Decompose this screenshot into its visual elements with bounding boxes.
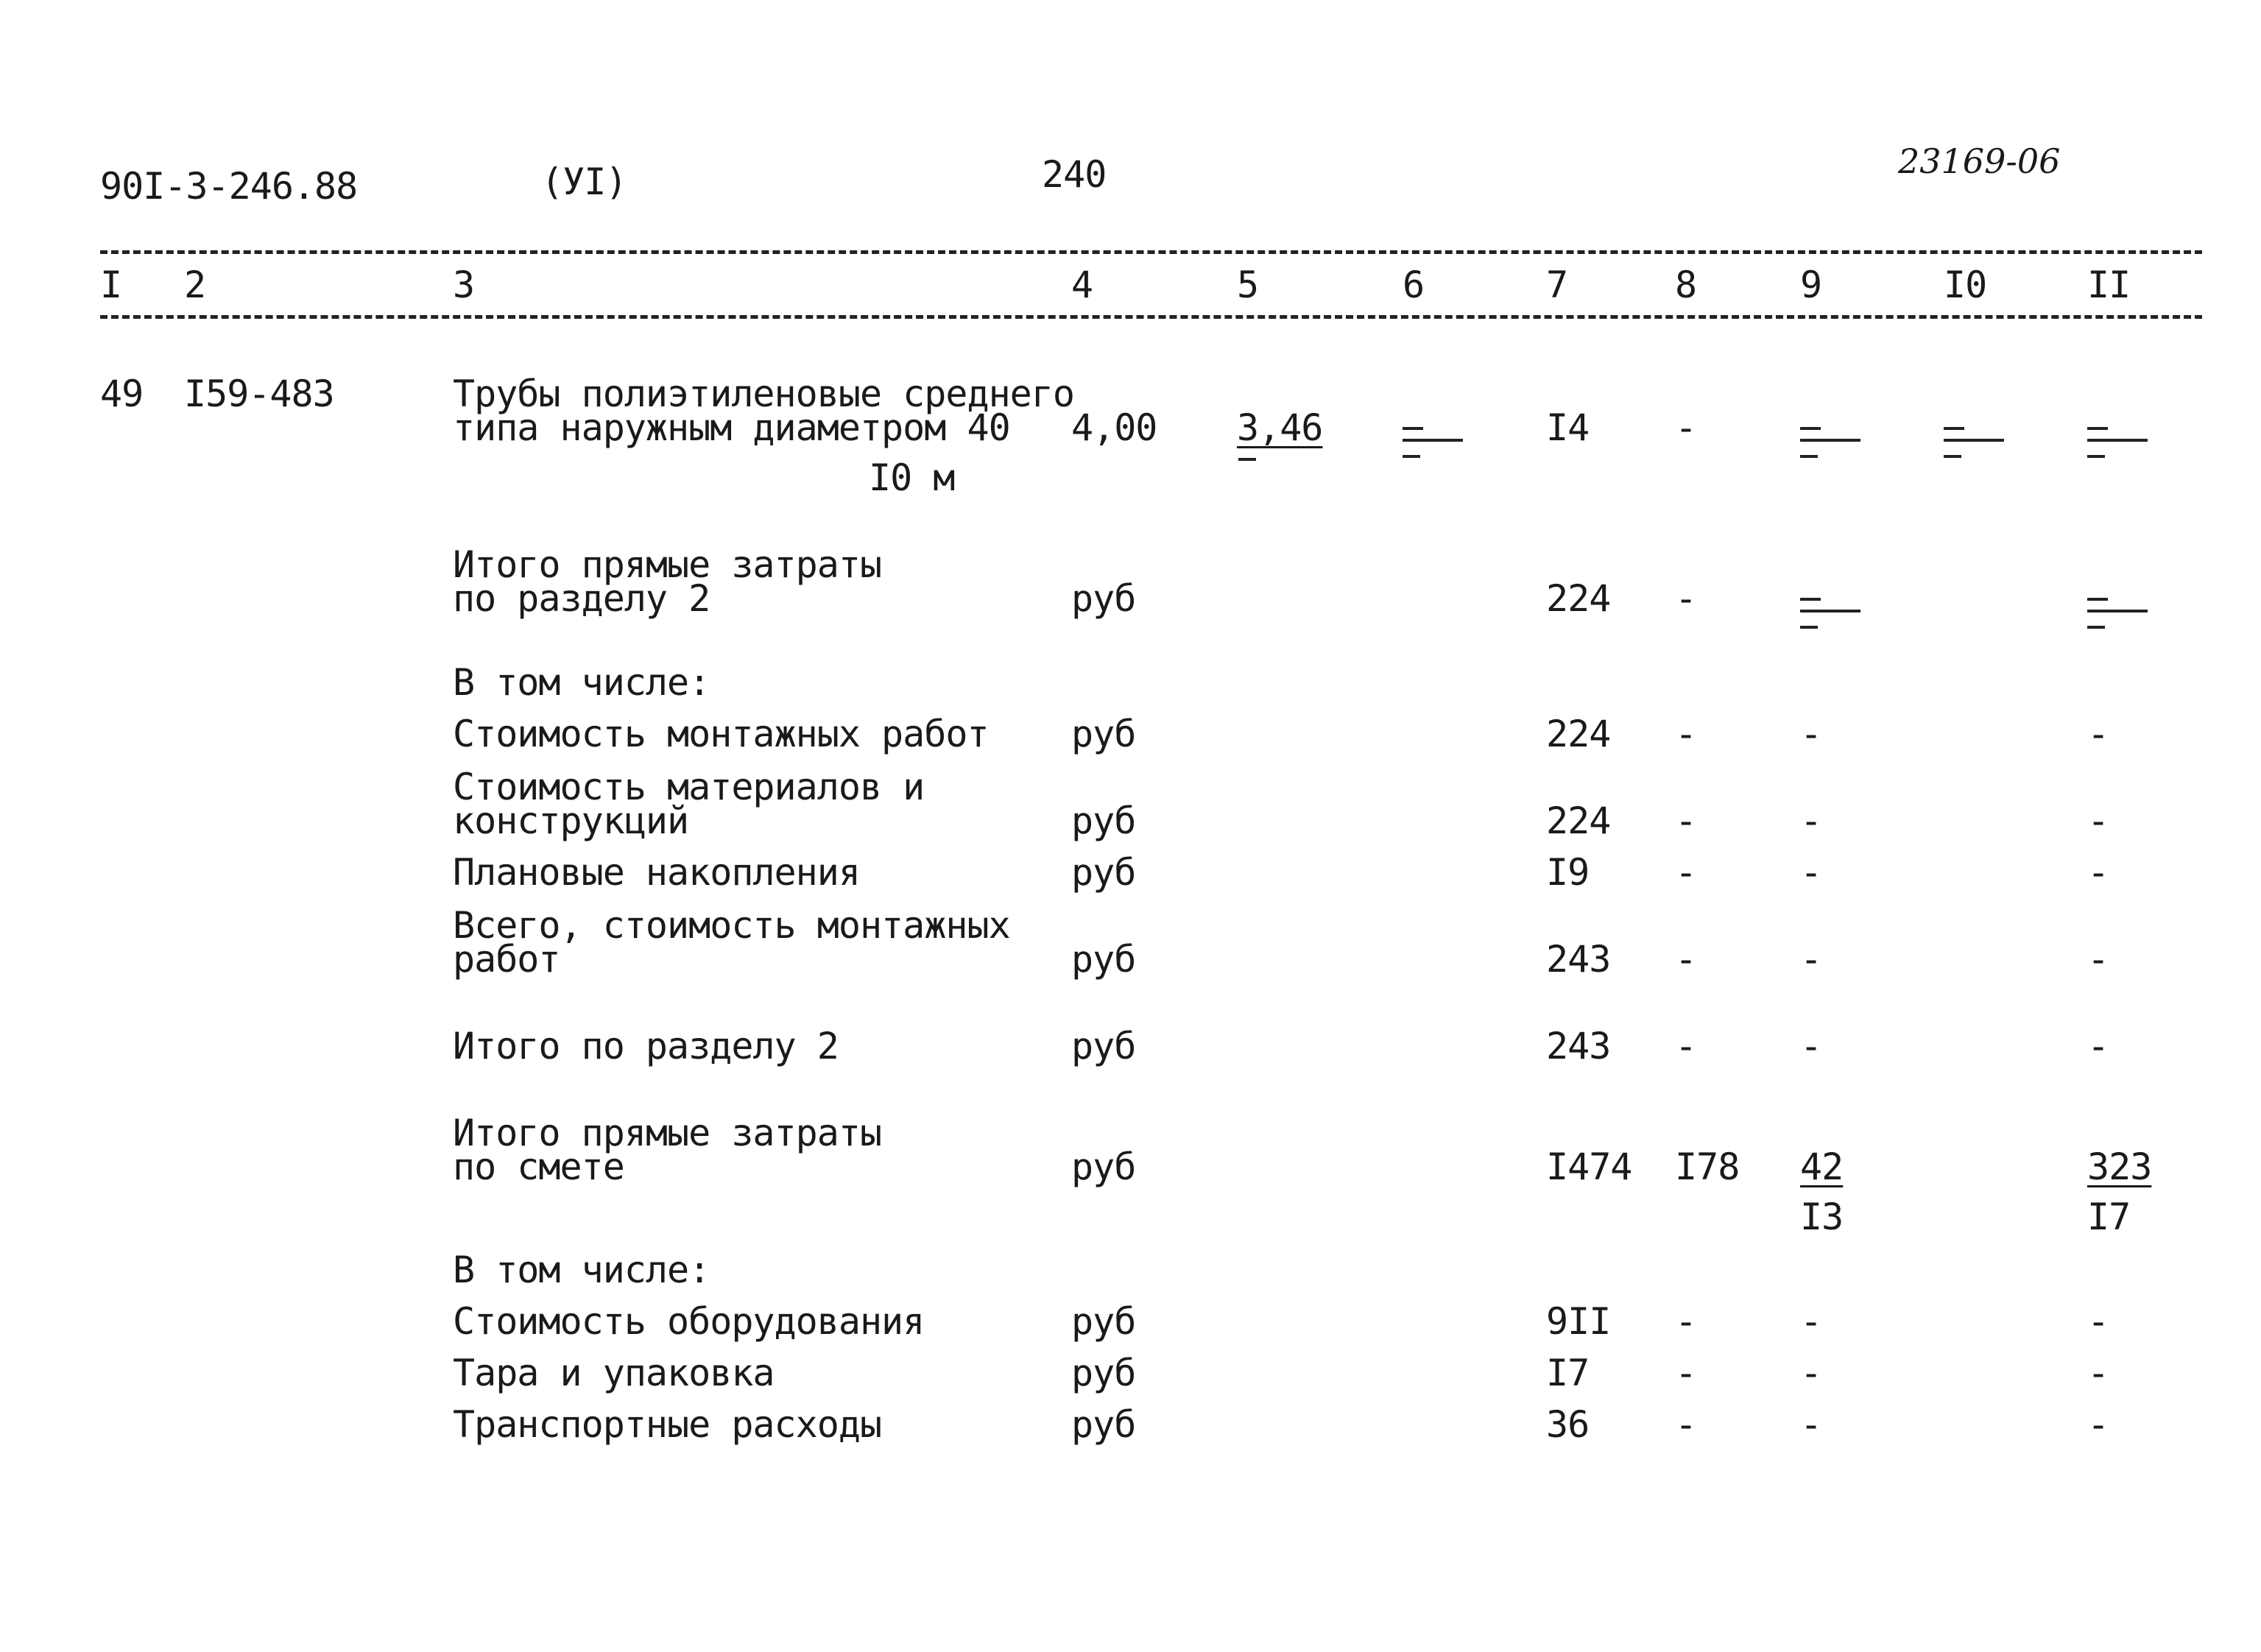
- row-total: 9II: [1546, 1300, 1611, 1343]
- row-total: 224: [1546, 799, 1611, 842]
- row-col9: -: [1800, 1352, 1822, 1394]
- section-label: (УI): [541, 160, 627, 203]
- row-col9-bottom: I3: [1800, 1196, 1844, 1238]
- row-col9: -: [1800, 1025, 1822, 1067]
- row-code: I59-483: [184, 373, 334, 415]
- row-col11: -: [2087, 799, 2109, 842]
- row-col9: -: [1800, 938, 1822, 981]
- row-label: Итого по разделу 2: [453, 1025, 839, 1067]
- row-col11: -: [2087, 1300, 2109, 1343]
- col-header-4: 4: [1071, 264, 1093, 306]
- row-total: I474: [1546, 1146, 1632, 1188]
- row-unit: руб: [1071, 1025, 1136, 1067]
- row-col8: -: [1675, 406, 1697, 449]
- doc-code: 90I-3-246.88: [100, 165, 358, 208]
- row-label-line2: по смете: [453, 1146, 624, 1188]
- row-col8: -: [1675, 799, 1697, 842]
- row-col8: -: [1675, 713, 1697, 755]
- row-col8: -: [1675, 938, 1697, 981]
- col-header-6: 6: [1403, 264, 1425, 306]
- row-total: 243: [1546, 938, 1611, 981]
- fraction-dash-mark: [2087, 598, 2146, 642]
- col-header-7: 7: [1546, 264, 1568, 306]
- row-label-line1: Итого прямые затраты: [453, 543, 882, 586]
- row-total: 224: [1546, 577, 1611, 620]
- fraction-dash-mark: [1800, 427, 1859, 471]
- row-unit-cost: 3,46: [1237, 406, 1323, 449]
- row-unit-cost-dash: [1238, 458, 1297, 502]
- row-label-line1: Стоимость материалов и: [453, 766, 925, 808]
- row-unit: руб: [1071, 1352, 1136, 1394]
- row-unit: руб: [1071, 1146, 1136, 1188]
- row-col11-bottom: I7: [2087, 1196, 2131, 1238]
- row-unit: руб: [1071, 1300, 1136, 1343]
- col-header-5: 5: [1237, 264, 1259, 306]
- col-header-3: 3: [453, 264, 475, 306]
- header-bottom-rule: [100, 315, 2202, 319]
- row-col9: -: [1800, 851, 1822, 894]
- row-col11-top: 323: [2087, 1146, 2152, 1188]
- row-label: Плановые накопления: [453, 851, 860, 894]
- row-col11: -: [2087, 1403, 2109, 1446]
- row-col11: -: [2087, 938, 2109, 981]
- row-label-line2: конструкций: [453, 799, 689, 842]
- row-col8: -: [1675, 577, 1697, 620]
- header-top-rule: [100, 250, 2202, 254]
- row-description-line1: Трубы полиэтиленовые среднего: [453, 373, 1074, 415]
- row-unit: руб: [1071, 1403, 1136, 1446]
- fraction-dash-mark: [1944, 427, 2003, 471]
- col-header-11: II: [2087, 264, 2131, 306]
- row-total: I9: [1546, 851, 1590, 894]
- row-col11: -: [2087, 851, 2109, 894]
- row-total: I4: [1546, 406, 1590, 449]
- row-label-line2: по разделу 2: [453, 577, 710, 620]
- subsection-label: В том числе:: [453, 1249, 710, 1291]
- row-label: Стоимость монтажных работ: [453, 713, 989, 755]
- row-col9: -: [1800, 1300, 1822, 1343]
- row-total: I7: [1546, 1352, 1590, 1394]
- row-unit: I0 м: [869, 456, 955, 499]
- row-col11: -: [2087, 1352, 2109, 1394]
- row-label: Транспортные расходы: [453, 1403, 882, 1446]
- row-description-line2: типа наружным диаметром 40: [453, 406, 1010, 449]
- row-total: 224: [1546, 713, 1611, 755]
- fraction-dash-mark: [1800, 598, 1859, 642]
- row-col8: -: [1675, 1300, 1697, 1343]
- row-total: 36: [1546, 1403, 1590, 1446]
- row-unit: руб: [1071, 713, 1136, 755]
- subsection-label: В том числе:: [453, 661, 710, 704]
- col-header-2: 2: [184, 264, 206, 306]
- row-label-line1: Итого прямые затраты: [453, 1112, 882, 1154]
- row-label-line1: Всего, стоимость монтажных: [453, 904, 1010, 947]
- row-total: 243: [1546, 1025, 1611, 1067]
- row-number: 49: [100, 373, 144, 415]
- row-label: Стоимость оборудования: [453, 1300, 925, 1343]
- row-col11: -: [2087, 1025, 2109, 1067]
- row-col9-top: 42: [1800, 1146, 1844, 1188]
- row-col11: -: [2087, 713, 2109, 755]
- row-label-line2: работ: [453, 938, 560, 981]
- archive-number: 23169-06: [1898, 141, 2061, 181]
- row-col8: -: [1675, 1352, 1697, 1394]
- row-unit: руб: [1071, 938, 1136, 981]
- col-header-10: I0: [1944, 264, 1987, 306]
- row-col8: -: [1675, 851, 1697, 894]
- row-col8: -: [1675, 1025, 1697, 1067]
- row-col9: -: [1800, 1403, 1822, 1446]
- row-col9: -: [1800, 799, 1822, 842]
- page-number: 240: [1042, 153, 1107, 196]
- row-col8: I78: [1675, 1146, 1740, 1188]
- fraction-dash-mark: [1403, 427, 1461, 471]
- col-header-1: I: [100, 264, 122, 306]
- row-quantity: 4,00: [1071, 406, 1157, 449]
- row-col9: -: [1800, 713, 1822, 755]
- fraction-dash-mark: [2087, 427, 2146, 471]
- row-unit: руб: [1071, 851, 1136, 894]
- row-col8: -: [1675, 1403, 1697, 1446]
- row-unit: руб: [1071, 577, 1136, 620]
- row-label: Тара и упаковка: [453, 1352, 775, 1394]
- col-header-9: 9: [1800, 264, 1822, 306]
- col-header-8: 8: [1675, 264, 1697, 306]
- row-unit: руб: [1071, 799, 1136, 842]
